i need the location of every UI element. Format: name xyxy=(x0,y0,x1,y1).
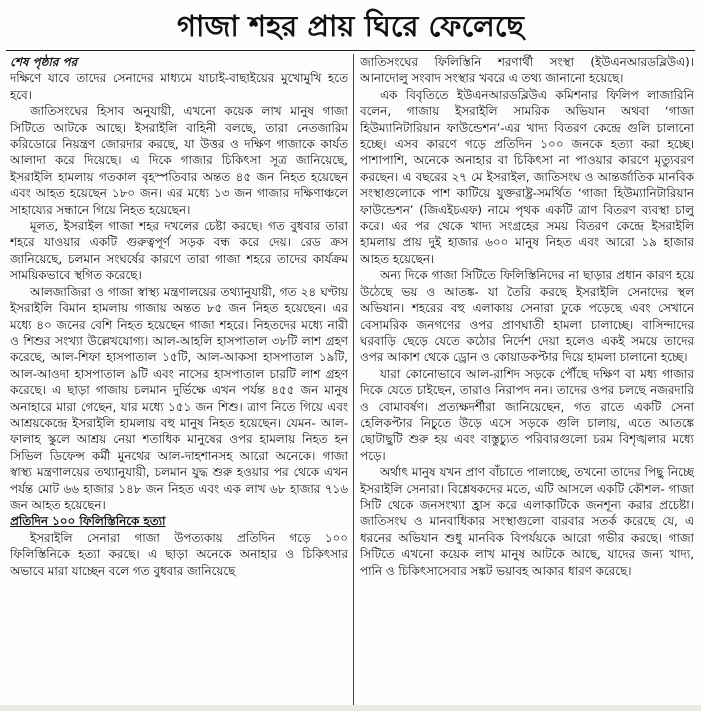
right-column xyxy=(360,54,694,706)
paragraph: ইসরাইলি সেনারা গাজা উপত্যকায় প্রতিদিন গড়ে ১০০ ফিলিস্তিনিকে হত্যা করছে। এ ছাড়া অনেকে অনাহার ও চিকিৎসার অভাবে মারা যাচ্ছেন বলে গত বুধবার জানিয়েছে xyxy=(10,530,348,578)
paragraph: দক্ষিণে যাবে তাদের সেনাদের মাধ্যমে যাচাই-বাছাইয়ের মুখোমুখি হতে হবে। xyxy=(10,71,348,102)
paragraph: জাতিসংঘের হিসাব অনুযায়ী, এখনো কয়েক লাখ মানুষ গাজা সিটিতে আটকে আছে। ইসরাইলি বাহিনী বলছে, তারা নেতজারিম করিডোরে নিয়ন্ত্রণ জোরদার করছে, যা উত্তর ও দক্ষিণ গাজাকে কার্যত আলাদা করে দিয়েছে। এ দিকে গাজার চিকিৎসা সূত্র জানিয়েছে, ইসরাইলি হামলায় গতকাল বৃহস্পতিবার অন্তত ৪৫ জন নিহত হয়েছেন এবং আহত হয়েছেন ১৮০ জন। এর মধ্যে ১৩ জন গাজার দক্ষিণাঞ্চলে সাহায্যের সন্ধানে গিয়ে নিহত হয়েছেন। xyxy=(10,104,348,217)
paragraph: আলজাজিরা ও গাজা স্বাস্থ্য মন্ত্রণালয়ের তথ্যানুযায়ী, গত ২৪ ঘণ্টায় ইসরাইলি বিমান হামলায় গাজায় অন্তত ৮৫ জন নিহত হয়েছেন। এর মধ্যে ৪০ জনের বেশি নিহত হয়েছেন গাজা শহরে। নিহতদের মধ্যে নারী ও শিশুর সংখ্যা উল্লেখযোগ্য। আল-আহলি হাসপাতাল ৩৮টি লাশ গ্রহণ করেছে, আল-শিফা হাসপাতাল ১৫টি, আল-আকসা হাসপাতাল ১৯টি, আল-আওদা হাসপাতাল ৯টি এবং নাসের হাসপাতাল চারটি লাশ গ্রহণ করেছে। এ ছাড়া গাজায় চলমান দুর্ভিক্ষে এখন পর্যন্ত ৪৫৫ জন মানুষ অনাহারে মারা গেছেন, যার মধ্যে ১৫১ জন শিশু। ত্রাণ নিতে গিয়ে এবং আশ্রয়কেন্দ্রে ইসরাইলি হামলায় বহু মানুষ নিহত হয়েছেন। যেমন- আল-ফালাহ স্কুলে আশ্রয় নেয়া শতাধিক মানুষের ওপর হামলায় নিহত হন সিভিল ডিফেন্স কর্মী মুনথের আল-দাহশানসহ আরো অনেকে। গাজা স্বাস্থ্য মন্ত্রণালয়ের তথ্যানুযায়ী, চলমান যুদ্ধ শুরু হওয়ার পর থেকে এখন পর্যন্ত মোট ৬৬ হাজার ১৪৮ জন নিহত এবং এক লাখ ৬৮ হাজার ৭১৬ জন আহত হয়েছেন। xyxy=(10,284,348,512)
paragraph: অন্য দিকে গাজা সিটিতে ফিলিস্তিনিদের না ছাড়ার প্রধান কারণ হয়ে উঠেছে ভয় ও আতঙ্ক- যা তৈরি করছে ইসরাইলি সেনাদের স্থল অভিযান। শহরের বহু এলাকায় সেনারা ঢুকে পড়েছে এবং সেখানে বেসামরিক জনগণের ওপর প্রাণঘাতী হামলা চালাচ্ছে। বাসিন্দাদের ঘরবাড়ি ছেড়ে যেতে কঠোর নির্দেশ দেয়া হলেও একই সময়ে তাদের ওপর আকাশ থেকে ড্রোন ও কোয়াডকপ্টার দিয়ে হামলা চালানো হচ্ছে। xyxy=(360,268,694,365)
paragraph: যারা কোনোভাবে আল-রাশিদ সড়কে পৌঁছে দক্ষিণ বা মধ্য গাজার দিকে যেতে চাইছেন, তারাও নিরাপদ নন। তাদের ওপর চলছে নজরদারি ও বোমাবর্ষণ। প্রত্যক্ষদর্শীরা জানিয়েছেন, গত রাতে একটি সেনা হেলিকপ্টার নিচুতে উড়ে এসে সড়কে গুলি চালায়, এতে আতঙ্কে ছোটাছুটি শুরু হয় এবং বাস্তুচ্যুত পরিবারগুলো চরম বিশৃঙ্খলার মধ্যে পড়ে। xyxy=(360,366,694,463)
headline-rule xyxy=(6,50,695,51)
paragraph: মূলত, ইসরাইল গাজা শহর দখলের চেষ্টা করছে। গত বুধবার তারা শহরে যাওয়ার একটি গুরুত্বপূর্ণ সড়ক বন্ধ করে দেয়। রেড ক্রস জানিয়েছে, চলমান সংঘর্ষের কারণে তারা গাজা শহরে তাদের কার্যক্রম সাময়িকভাবে স্থগিত করেছে। xyxy=(10,219,348,283)
paragraph: অর্থাৎ মানুষ যখন প্রাণ বাঁচাতে পালাচ্ছে, তখনো তাদের পিছু নিচ্ছে ইসরাইলি সেনারা। বিশ্লেষকদের মতে, এটি আসলে একটি কৌশল- গাজা সিটি থেকে জনসংখ্যা হ্রাস করে এলাকাটিকে জনশূন্য করার প্রচেষ্টা। জাতিসংঘ ও মানবাধিকার সংস্থাগুলো বারবার সতর্ক করেছে যে, এ ধরনের অভিযান শুধু মানবিক বিপর্যয়কে আরো গভীর করছে। গাজা সিটিতে এখনো কয়েক লাখ মানুষ আটকে আছে, যাদের জন্য খাদ্য, পানি ও চিকিৎসাসেবার সঙ্কট ভয়াবহ আকার ধারণ করেছে। xyxy=(360,465,694,578)
paragraph: জাতিসংঘের ফিলিস্তিনি শরণার্থী সংস্থা (ইউএনআরডব্লিউএ)। আনাদোলু সংবাদ সংস্থার খবরে এ তথ্য জানানো হয়েছে। xyxy=(360,55,694,86)
page-bottom-edge xyxy=(0,705,701,711)
subheading: প্রতিদিন ১০০ ফিলিস্তিনিকে হত্যা xyxy=(10,514,166,529)
continued-from: শেষ পৃষ্ঠার পর xyxy=(10,55,78,69)
column-divider xyxy=(353,54,354,706)
left-column xyxy=(10,54,348,706)
paragraph: এক বিবৃতিতে ইউএনআরডব্লিউএ কমিশনার ফিলিপ লাজারিনি বলেন, গাজায় ইসরাইলি সামরিক অভিযান অথবা ‘গাজা হিউম্যানিটারিয়ান ফাউন্ডেশন’-এর খাদ্য বিতরণ কেন্দ্রে গুলি চালানো হচ্ছে। এসব কারণে গড়ে প্রতিদিন ১০০ জনকে হত্যা করা হচ্ছে। পাশাপাশি, অনেকে অনাহার বা চিকিৎসা না পাওয়ার কারণে মৃত্যুবরণ করছেন। এ বছরের ২৭ মে ইসরাইল, জাতিসংঘ ও আন্তর্জাতিক মানবিক সংস্থাগুলোকে পাশ কাটিয়ে যুক্তরাষ্ট্র-সমর্থিত ‘গাজা হিউম্যানিটারিয়ান ফাউন্ডেশন’ (জিএইচএফ) নামে পৃথক একটি ত্রাণ বিতরণ ব্যবস্থা চালু করে। এর পর থেকে খাদ্য সংগ্রহের সময় বিতরণ কেন্দ্রে ইসরাইলি হামলায় প্রায় দুই হাজার ৬০০ মানুষ নিহত এবং আরো ১৯ হাজার আহত হয়েছেন। xyxy=(360,87,694,266)
headline: গাজা শহর প্রায় ঘিরে ফেলেছে xyxy=(177,9,524,43)
